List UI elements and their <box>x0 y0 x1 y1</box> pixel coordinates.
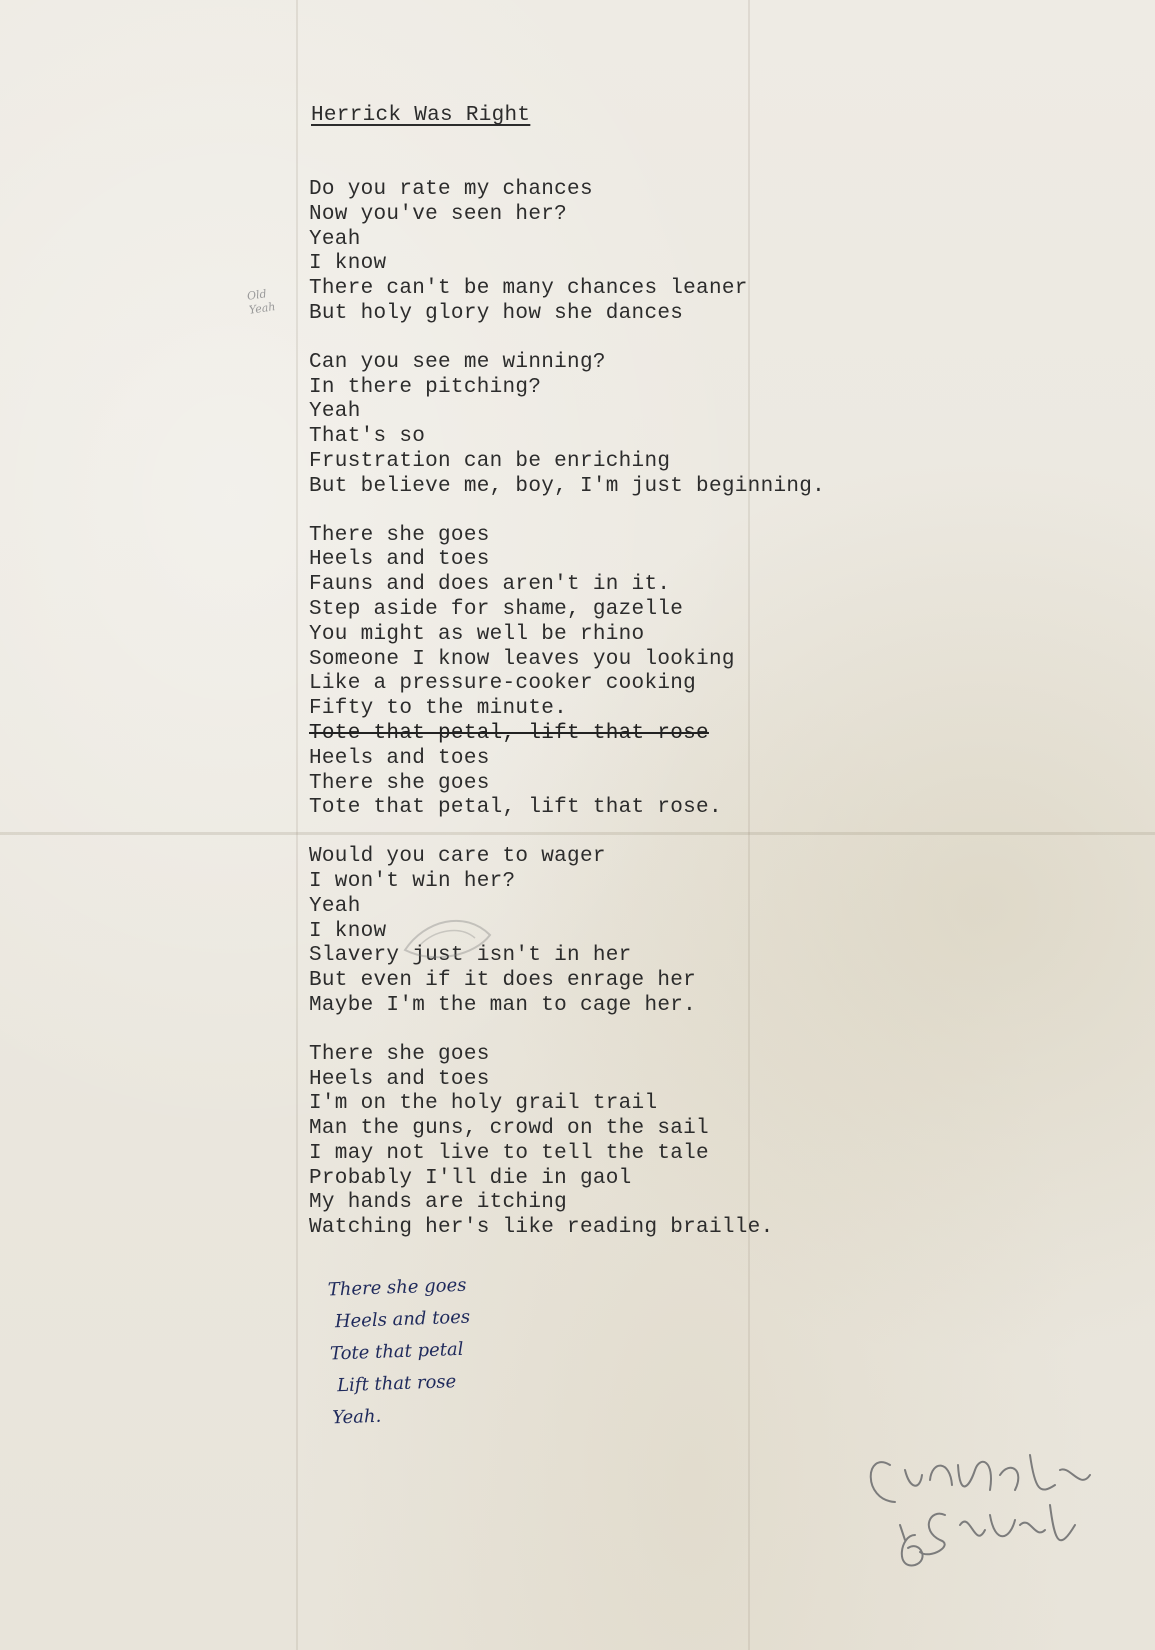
stanza <box>309 351 1009 500</box>
poem-line: But even if it does enrage her <box>309 969 697 993</box>
poem-line: Frustration can be enriching <box>309 449 671 473</box>
signature-drawing <box>860 1430 1120 1580</box>
poem-line: Heels and toes <box>309 548 490 572</box>
handwritten-line: Tote that petal <box>329 1338 464 1365</box>
poem-line: There can't be many chances leaner <box>309 277 748 301</box>
poem-line: Would you care to wager <box>309 845 606 869</box>
poem-line: I'm on the holy grail trail <box>309 1092 658 1116</box>
poem-line: Probably I'll die in gaol <box>309 1166 632 1190</box>
poem-line: In there pitching? <box>309 375 542 399</box>
handwritten-line: Heels and toes <box>334 1306 471 1333</box>
poem-line: Fifty to the minute. <box>309 697 568 721</box>
poem-line: Watching her's like reading braille. <box>309 1216 774 1240</box>
poem-line: Yeah <box>309 227 361 251</box>
handwritten-coda <box>327 1270 474 1435</box>
poem-title: Herrick Was Right <box>311 104 531 127</box>
poem-line: Tote that petal, lift that rose. <box>309 796 722 820</box>
poem-line: Man the guns, crowd on the sail <box>309 1117 709 1141</box>
margin-pencil-note: Old Yeah <box>246 287 277 317</box>
poem-line: I won't win her? <box>309 869 516 893</box>
poem-line: There she goes <box>309 523 490 547</box>
poem-line: There she goes <box>309 771 490 795</box>
handwritten-line: Yeah. <box>331 1405 382 1429</box>
poem-line: Yeah <box>309 894 361 918</box>
poem-line: I know <box>309 252 387 276</box>
poem-line: Someone I know leaves you looking <box>309 647 735 671</box>
poem-line: But holy glory how she dances <box>309 301 684 325</box>
poem-line: Heels and toes <box>309 746 490 770</box>
poem-line: Step aside for shame, gazelle <box>309 597 684 621</box>
poem-line: Maybe I'm the man to cage her. <box>309 993 697 1017</box>
stanza <box>309 524 1009 822</box>
ink-smudge <box>395 910 515 970</box>
poem-line: There she goes <box>309 1042 490 1066</box>
handwritten-line: Lift that rose <box>336 1371 457 1397</box>
poem-line: Like a pressure-cooker cooking <box>309 672 697 696</box>
poem-line: My hands are itching <box>309 1191 568 1215</box>
struck-out-line: Tote that petal, lift that rose <box>309 721 709 745</box>
poem-line: I know <box>309 919 387 943</box>
poem-line: Yeah <box>309 400 361 424</box>
poem-line: But believe me, boy, I'm just beginning. <box>309 474 826 498</box>
poem-line: Can you see me winning? <box>309 350 606 374</box>
stanza <box>309 1043 1009 1241</box>
stanza <box>309 178 1009 327</box>
poem-line: Now you've seen her? <box>309 202 568 226</box>
poem-body <box>309 178 1009 1265</box>
poem-line: You might as well be rhino <box>309 622 645 646</box>
poem-line: Fauns and does aren't in it. <box>309 573 671 597</box>
poem-line: That's so <box>309 425 426 449</box>
fold-crease <box>296 0 298 1650</box>
poem-line: Do you rate my chances <box>309 178 593 201</box>
poem-line: Slavery just isn't in her <box>309 944 632 968</box>
handwritten-line: There she goes <box>327 1274 467 1301</box>
poem-line: I may not live to tell the tale <box>309 1141 709 1165</box>
poem-line: Heels and toes <box>309 1067 490 1091</box>
